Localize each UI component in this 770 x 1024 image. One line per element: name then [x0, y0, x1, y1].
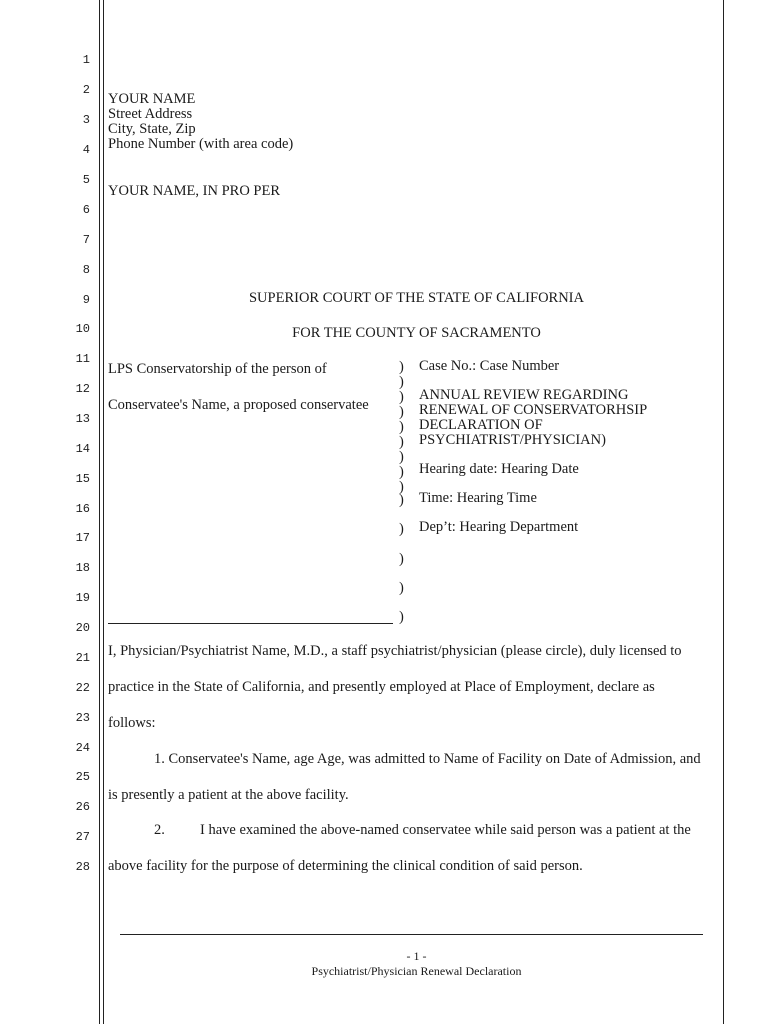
case-number: Case No.: Case Number	[419, 358, 560, 374]
line-number: 15	[75, 472, 90, 486]
hearing-department: Dep’t: Hearing Department	[419, 519, 579, 535]
caption-paren: )	[399, 521, 404, 537]
line-number: 10	[75, 322, 90, 336]
header-street: Street Address	[108, 106, 193, 122]
paragraph-intro-line3: follows:	[108, 715, 156, 731]
line-number: 12	[75, 382, 90, 396]
paragraph-1-line1: 1. Conservatee's Name, age Age, was admitted to Name of Facility on Date of Admission, and	[154, 751, 701, 767]
caption-paren: )	[399, 434, 404, 450]
line-number: 26	[75, 800, 90, 814]
line-number: 19	[75, 591, 90, 605]
line-number: 22	[75, 681, 90, 695]
line-number: 18	[75, 561, 90, 575]
line-number: 4	[82, 143, 90, 157]
line-number: 14	[75, 442, 90, 456]
court-title-line2: FOR THE COUNTY OF SACRAMENTO	[292, 325, 541, 341]
caption-paren: )	[399, 359, 404, 375]
paragraph-intro-line2: practice in the State of California, and presently employed at Place of Employment, declare as	[108, 679, 655, 695]
caption-paren: )	[399, 389, 404, 405]
caption-paren: )	[399, 449, 404, 465]
document-title-line2: RENEWAL OF CONSERVATORHSIP	[419, 402, 648, 418]
line-number: 7	[82, 233, 90, 247]
paragraph-2-line1: I have examined the above-named conservatee while said person was a patient at the	[200, 822, 691, 838]
line-number: 24	[75, 741, 90, 755]
document-title-line4: PSYCHIATRIST/PHYSICIAN)	[419, 432, 606, 448]
line-number: 17	[75, 531, 90, 545]
line-number: 5	[82, 173, 90, 187]
left-margin-rule-inner	[103, 0, 104, 1024]
caption-bottom-rule	[108, 623, 393, 624]
line-number: 23	[75, 711, 90, 725]
line-number: 2	[82, 83, 90, 97]
line-number: 13	[75, 412, 90, 426]
line-number: 16	[75, 502, 90, 516]
hearing-time: Time: Hearing Time	[419, 490, 537, 506]
paragraph-2-line2: above facility for the purpose of determining the clinical condition of said person.	[108, 858, 583, 874]
paragraph-2-number: 2.	[154, 822, 165, 838]
document-title-line1: ANNUAL REVIEW REGARDING	[419, 387, 629, 403]
line-number: 21	[75, 651, 90, 665]
line-number: 27	[75, 830, 90, 844]
header-city: City, State, Zip	[108, 121, 196, 137]
caption-paren: )	[399, 419, 404, 435]
footer-page-number: - 1 -	[406, 949, 427, 963]
line-number: 25	[75, 770, 90, 784]
caption-paren: )	[399, 374, 404, 390]
header-pro-per: YOUR NAME, IN PRO PER	[108, 183, 281, 199]
caption-paren: )	[399, 404, 404, 420]
line-number: 3	[82, 113, 90, 127]
hearing-date: Hearing date: Hearing Date	[419, 461, 579, 477]
court-title-line1: SUPERIOR COURT OF THE STATE OF CALIFORNIA	[248, 290, 584, 306]
document-title-line3: DECLARATION OF	[419, 417, 543, 433]
right-margin-rule	[723, 0, 724, 1024]
caption-paren: )	[399, 492, 404, 508]
caption-paren: )	[399, 464, 404, 480]
line-number: 11	[75, 352, 90, 366]
footer-rule	[120, 934, 703, 935]
caption-paren: )	[399, 479, 404, 495]
line-number: 1	[82, 53, 90, 67]
header-phone: Phone Number (with area code)	[108, 136, 294, 152]
paragraph-1-line2: is presently a patient at the above facility.	[108, 787, 349, 803]
line-number: 6	[82, 203, 90, 217]
line-number: 8	[82, 263, 90, 277]
line-number: 9	[82, 293, 90, 307]
caption-paren: )	[399, 551, 404, 567]
line-number: 20	[75, 621, 90, 635]
caption-paren: )	[399, 609, 404, 625]
header-name: YOUR NAME	[108, 91, 196, 107]
paragraph-intro-line1: I, Physician/Psychiatrist Name, M.D., a staff psychiatrist/physician (please circle), duly licensed to	[108, 643, 682, 659]
left-margin-rule-outer	[99, 0, 100, 1024]
caption-paren: )	[399, 580, 404, 596]
footer-title: Psychiatrist/Physician Renewal Declaration	[311, 964, 522, 978]
caption-party-line2: Conservatee's Name, a proposed conservatee	[108, 397, 369, 413]
caption-party-line1: LPS Conservatorship of the person of	[108, 361, 327, 377]
line-number: 28	[75, 860, 90, 874]
